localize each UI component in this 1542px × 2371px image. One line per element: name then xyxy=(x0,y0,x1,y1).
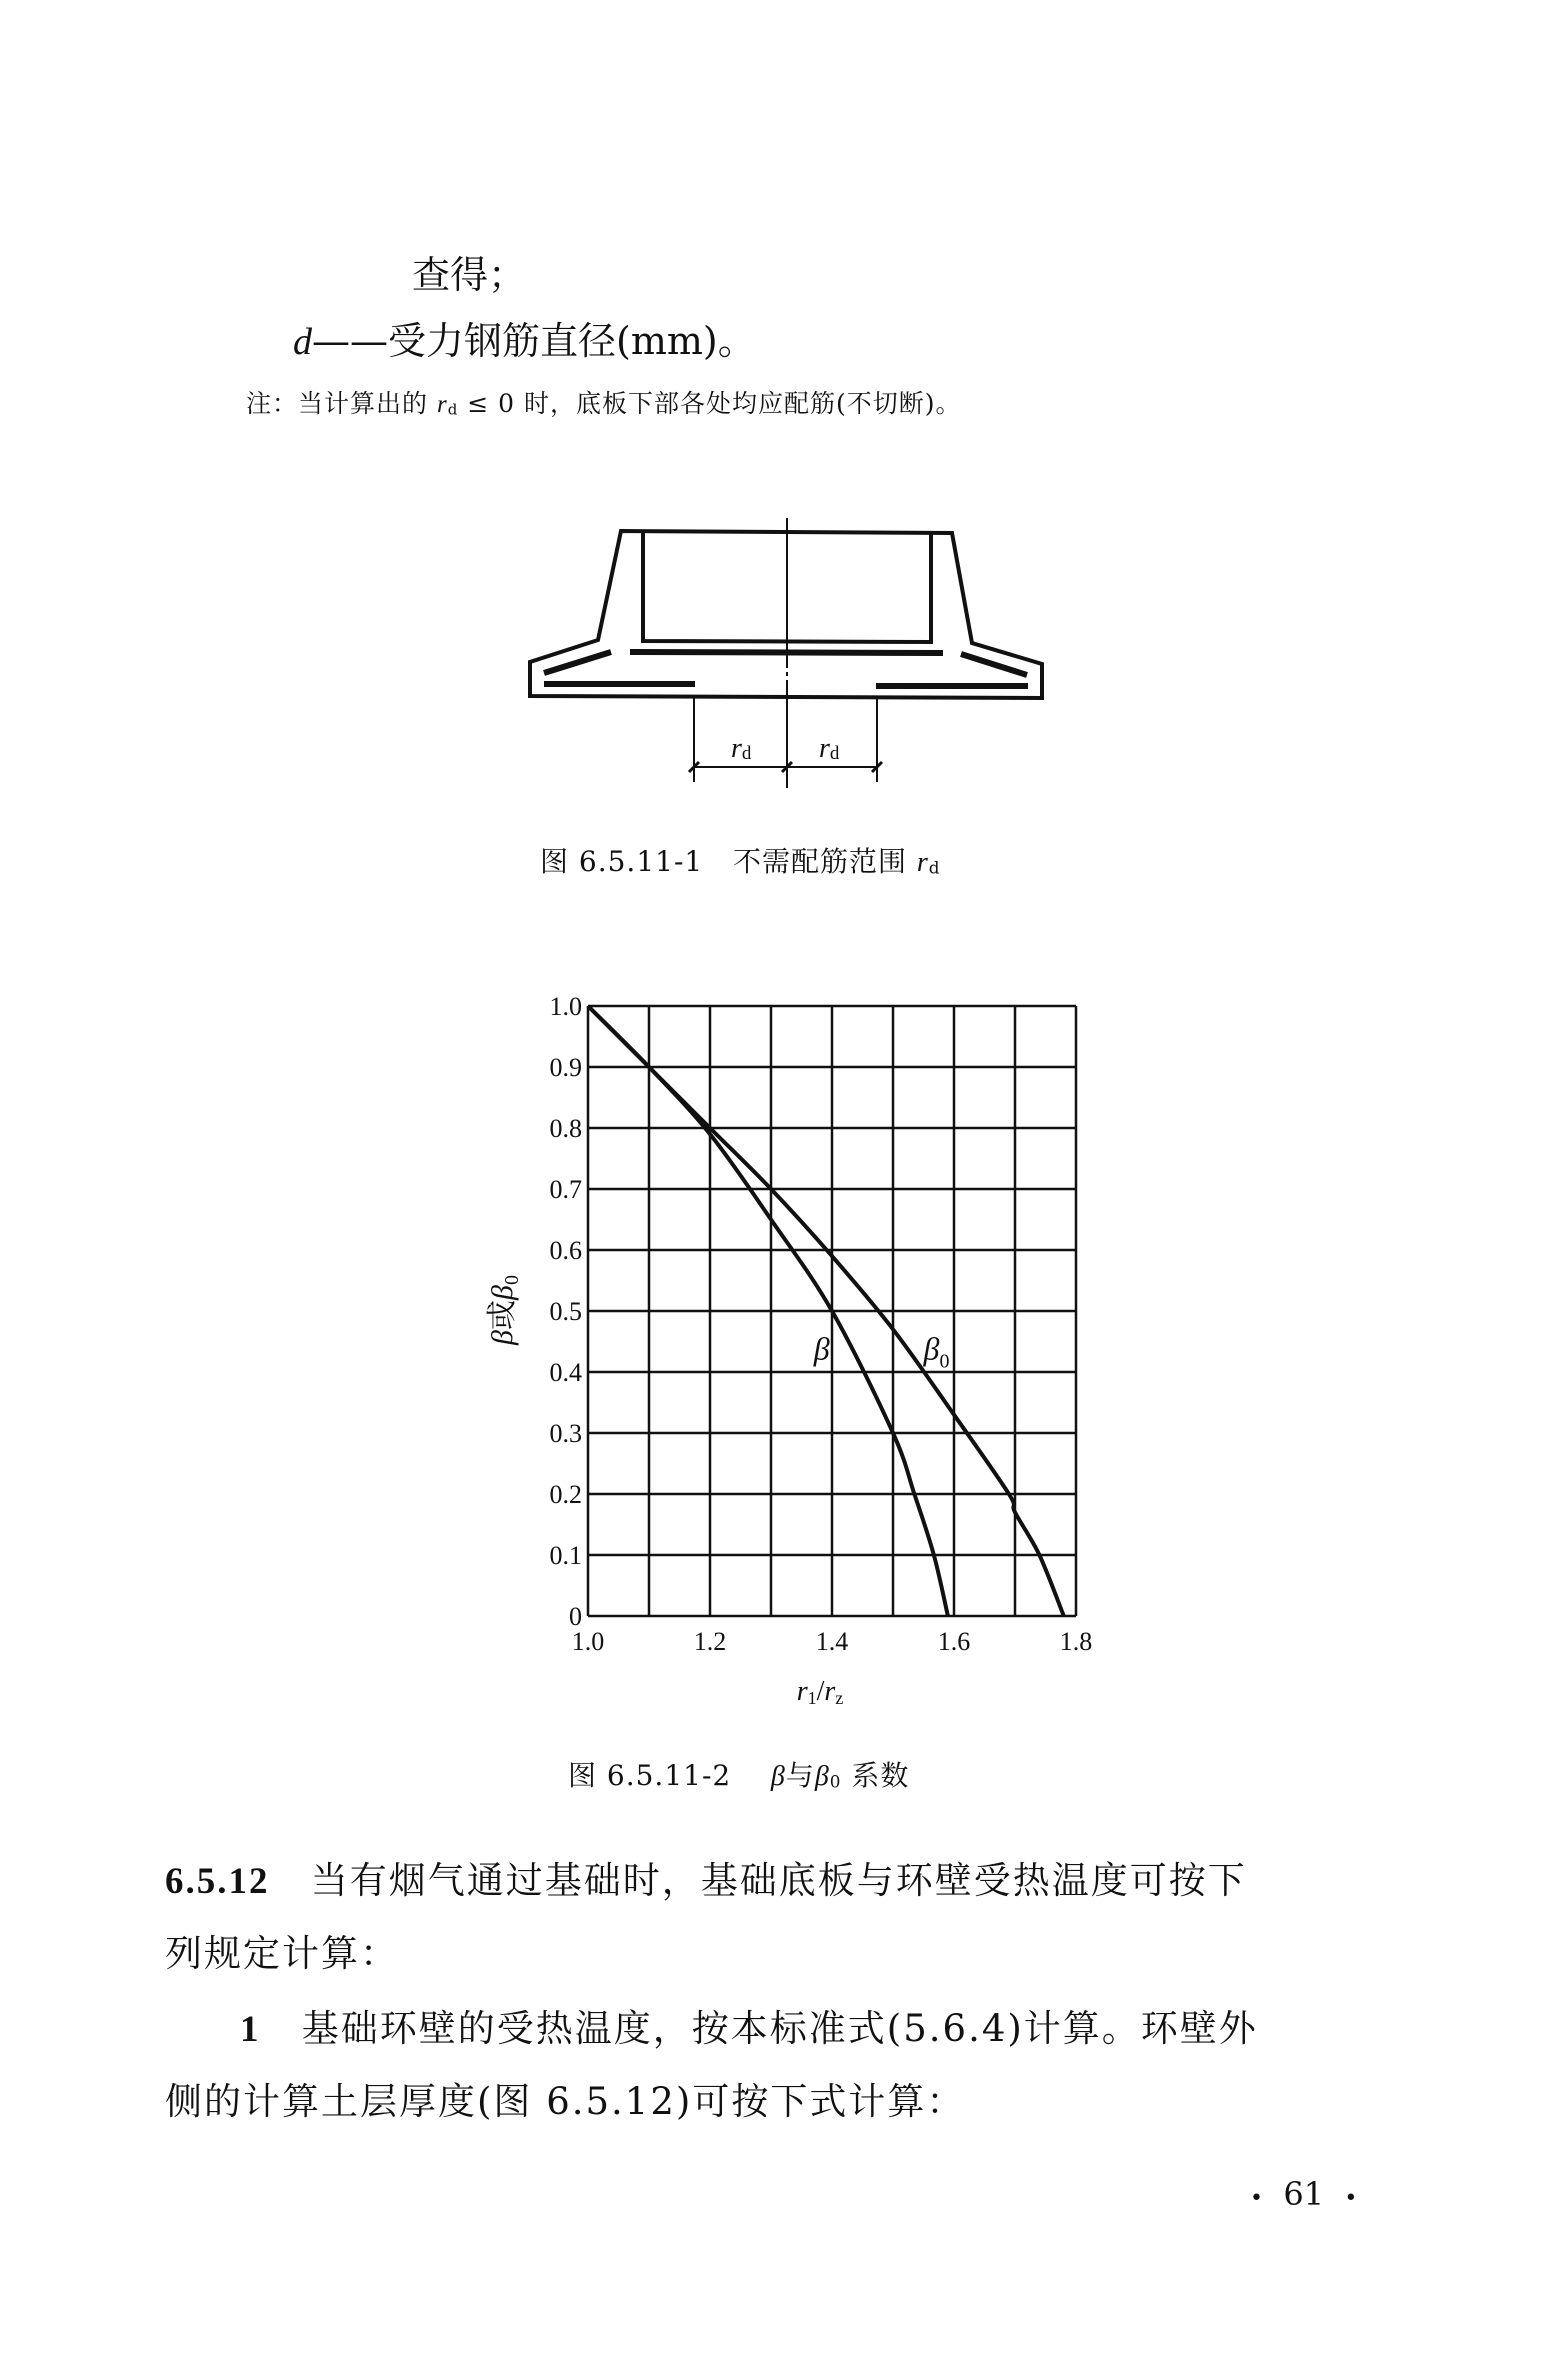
svg-text:β或β0: β或$\beta_0$ xyxy=(485,1275,523,1345)
figure2-beta0-sub: 0 xyxy=(829,1771,842,1792)
y-tick-label: 0.7 xyxy=(549,1175,582,1204)
y-tick-label: 0.8 xyxy=(549,1114,582,1143)
item-line1: 基础环壁的受热温度，按本标准式(5.6.4)计算。环壁外 xyxy=(301,2007,1258,2050)
x-tick-label: 1.6 xyxy=(937,1627,971,1656)
y-tick-label: 0.1 xyxy=(549,1541,582,1570)
y-tick-label: 0.5 xyxy=(549,1297,582,1326)
y-tick-label: 0.2 xyxy=(549,1480,582,1509)
figure2-and: 与 xyxy=(785,1759,815,1792)
y-tick-label: 0.3 xyxy=(549,1419,582,1448)
page-dot-right: • xyxy=(1344,2186,1358,2211)
note-variable: r xyxy=(436,391,448,418)
figure2-suffix: 系数 xyxy=(841,1759,910,1792)
x-tick-label: 1.4 xyxy=(815,1627,849,1656)
page-number-value: 61 xyxy=(1283,2175,1325,2213)
x-tick-label: 1.2 xyxy=(693,1627,727,1656)
note-variable-sub: d xyxy=(447,400,459,419)
y-tick-label: 0.4 xyxy=(549,1358,582,1387)
page-number xyxy=(1250,2175,1357,2213)
y-tick-label: 0.6 xyxy=(549,1236,582,1265)
item-number: 1 xyxy=(240,2009,261,2050)
y-tick-label: 0.9 xyxy=(549,1053,582,1082)
curve-label: β xyxy=(813,1330,830,1367)
definition-text: 受力钢筋直径(mm)。 xyxy=(388,319,756,363)
section-line2: 列规定计算： xyxy=(165,1932,399,1975)
dim-label-right: rd xyxy=(819,733,840,764)
note-prefix: 注：当计算出的 xyxy=(246,389,437,418)
figure1-number: 图 6.5.11-1 xyxy=(540,845,704,878)
figure2-beta0: β xyxy=(814,1761,830,1792)
y-axis-label xyxy=(485,1275,523,1346)
note-suffix: ≤ 0 时，底板下部各处均应配筋(不切断)。 xyxy=(458,389,962,418)
figure1-title: 不需配筋范围 xyxy=(732,845,917,878)
x-tick-label: 1.0 xyxy=(571,1627,605,1656)
figure2-beta: β xyxy=(770,1761,786,1792)
dim-label-left: rd xyxy=(731,733,752,764)
figure2-caption xyxy=(568,1759,910,1792)
y-tick-label: 1.0 xyxy=(549,992,582,1021)
section-line1: 当有烟气通过基础时，基础底板与环壁受热温度可按下 xyxy=(310,1859,1247,1902)
item-line2: 侧的计算土层厚度(图 6.5.12)可按下式计算： xyxy=(165,2080,966,2123)
figure1-var-sub: d xyxy=(928,857,941,878)
curve-label: $\beta_0$ xyxy=(923,1330,950,1373)
text-line-chade: 查得； xyxy=(412,253,527,297)
variable-d: d xyxy=(293,321,312,363)
section-number: 6.5.12 xyxy=(165,1861,270,1902)
figure1-var: r xyxy=(916,847,929,878)
y-tick-label: 0 xyxy=(569,1602,582,1631)
x-tick-label: 1.8 xyxy=(1059,1627,1093,1656)
section-heading-line xyxy=(165,1859,1247,1902)
x-axis-label: r1/rz xyxy=(796,1676,844,1708)
figure2-number: 图 6.5.11-2 xyxy=(568,1759,732,1792)
em-dash: —— xyxy=(312,319,388,363)
item-1-line xyxy=(240,2007,1258,2050)
page-dot-left: • xyxy=(1250,2186,1263,2211)
